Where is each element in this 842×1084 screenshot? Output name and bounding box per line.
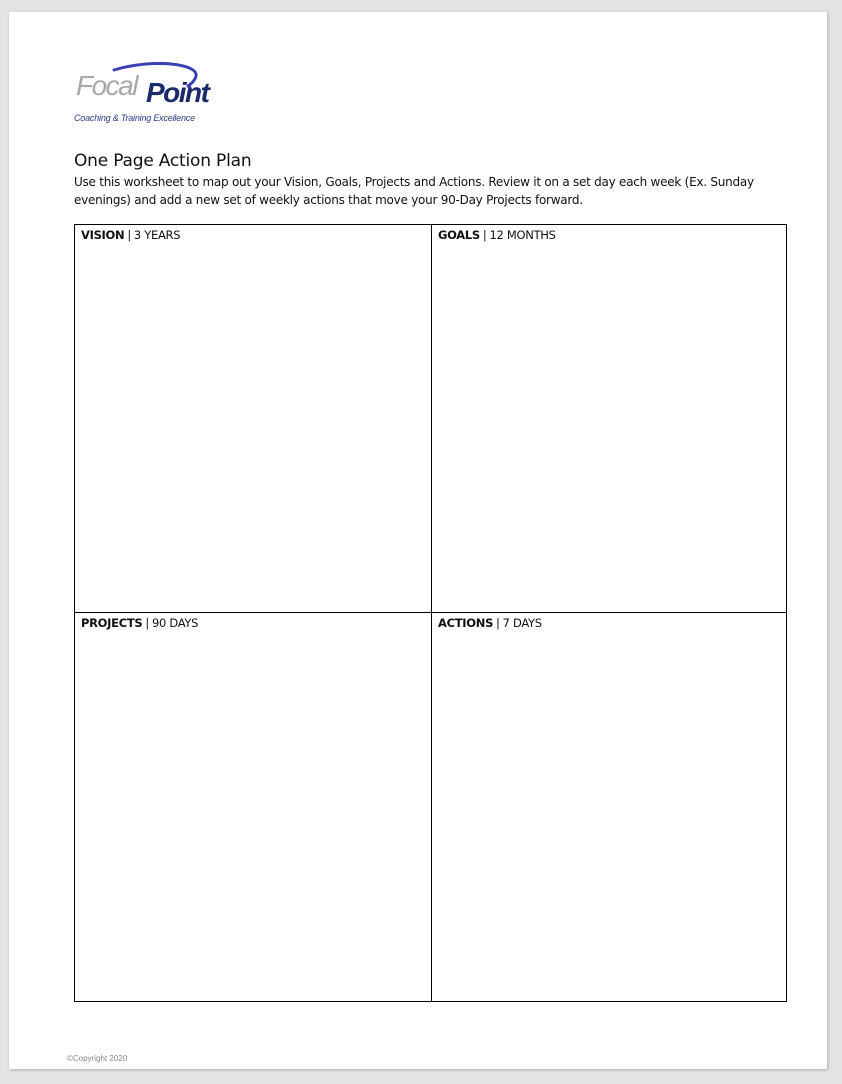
quadrant-goals[interactable] <box>432 225 786 613</box>
quadrant-timeframe: 3 YEARS <box>133 228 181 242</box>
quadrant-vision[interactable] <box>75 225 432 613</box>
document-page <box>9 12 827 1069</box>
copyright-footer: ©Copyright 2020 <box>67 1054 128 1063</box>
logo-word-point: Point <box>146 77 209 108</box>
quadrant-label: GOALS <box>438 228 480 242</box>
intro-text: Use this worksheet to map out your Vision, Goals, Projects and Actions. Review it on a set day each week (Ex. Sunday evenings) and add a new set of weekly actions that move your 90-Day Projects forward. <box>74 175 754 207</box>
quadrant-label: ACTIONS <box>438 616 494 630</box>
quadrant-timeframe: 7 DAYS <box>502 616 542 630</box>
quadrant-actions[interactable] <box>432 613 786 1001</box>
logo-tagline: Coaching & Training Excellence <box>74 113 195 123</box>
quadrant-timeframe: 12 MONTHS <box>489 228 556 242</box>
logo-graphic <box>74 62 224 128</box>
quadrant-timeframe: 90 DAYS <box>151 616 199 630</box>
quadrant-separator: | <box>127 228 131 242</box>
quadrant-separator: | <box>496 616 500 630</box>
quadrant-label: VISION <box>81 228 125 242</box>
quadrant-label: PROJECTS <box>81 616 143 630</box>
focalpoint-logo <box>74 62 224 128</box>
quadrant-projects[interactable] <box>75 613 432 1001</box>
page-title: One Page Action Plan <box>74 151 252 171</box>
quadrant-separator: | <box>145 616 149 630</box>
logo-word-focal: Focal <box>76 70 137 101</box>
quadrant-separator: | <box>482 228 487 242</box>
action-plan-grid <box>74 224 787 1002</box>
